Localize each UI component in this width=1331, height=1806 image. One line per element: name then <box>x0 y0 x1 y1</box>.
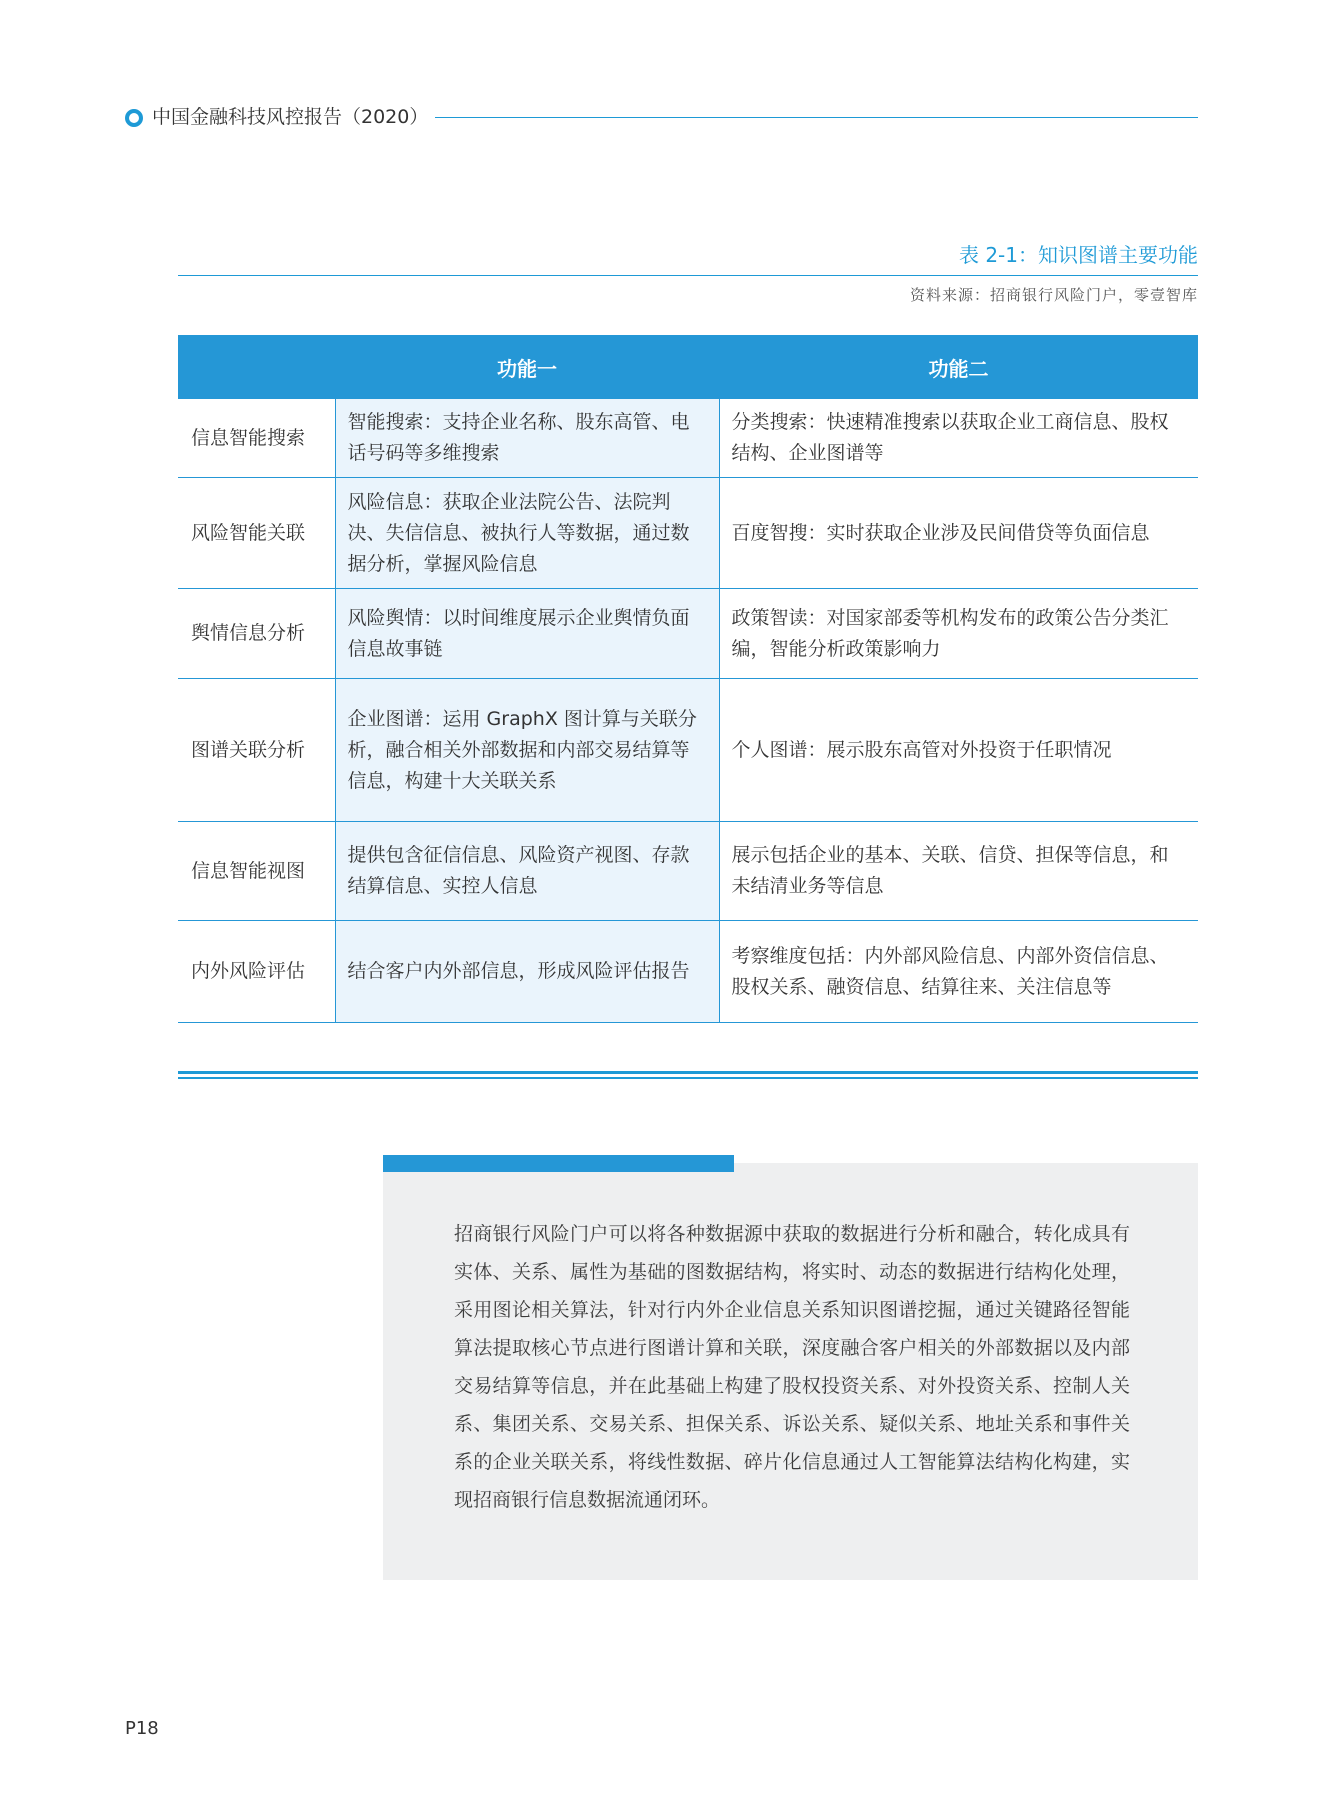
function-2-cell: 个人图谱：展示股东高管对外投资于任职情况 <box>719 679 1198 822</box>
table-row <box>178 822 1198 921</box>
table-row <box>178 679 1198 822</box>
highlight-box-accent-bar <box>383 1155 734 1172</box>
table-caption: 表 2-1：知识图谱主要功能 <box>958 243 1198 267</box>
page-number: P18 <box>125 1718 159 1739</box>
table-header-row <box>178 335 1198 399</box>
function-2-cell: 展示包括企业的基本、关联、信贷、担保等信息，和未结清业务等信息 <box>719 822 1198 921</box>
function-1-cell: 企业图谱：运用 GraphX 图计算与关联分析，融合相关外部数据和内部交易结算等信息，构建十大关联关系 <box>335 679 719 822</box>
table-row <box>178 921 1198 1023</box>
table-row <box>178 399 1198 478</box>
report-title: 中国金融科技风控报告（2020） <box>152 106 429 128</box>
function-2-cell: 考察维度包括：内外部风险信息、内部外资信信息、股权关系、融资信息、结算往来、关注信息等 <box>719 921 1198 1023</box>
header-function-1: 功能一 <box>335 335 719 399</box>
row-label: 舆情信息分析 <box>178 589 335 679</box>
highlight-box-text: 招商银行风险门户可以将各种数据源中获取的数据进行分析和融合，转化成具有实体、关系、属性为基础的图数据结构，将实时、动态的数据进行结构化处理，采用图论相关算法，针对行内外企业信息关系知识图谱挖掘，通过关键路径智能算法提取核心节点进行图谱计算和关联，深度融合客户相关的外部数据以及内部交易结算等信息，并在此基础上构建了股权投资关系、对外投资关系、控制人关系、集团关系、交易关系、担保关系、诉讼关系、疑似关系、地址关系和事件关系的企业关联关系，将线性数据、碎片化信息通过人工智能算法结构化构建，实现招商银行信息数据流通闭环。 <box>454 1223 1130 1511</box>
function-2-cell: 百度智搜：实时获取企业涉及民间借贷等负面信息 <box>719 478 1198 589</box>
row-label: 图谱关联分析 <box>178 679 335 822</box>
header-function-2: 功能二 <box>719 335 1198 399</box>
header-blank-cell <box>178 335 335 399</box>
table-source: 资料来源：招商银行风险门户，零壹智库 <box>909 286 1198 304</box>
knowledge-graph-functions-table <box>178 335 1198 1023</box>
function-1-cell: 结合客户内外部信息，形成风险评估报告 <box>335 921 719 1023</box>
row-label: 信息智能搜索 <box>178 399 335 478</box>
row-label: 信息智能视图 <box>178 822 335 921</box>
function-2-cell: 政策智读：对国家部委等机构发布的政策公告分类汇编，智能分析政策影响力 <box>719 589 1198 679</box>
caption-rule <box>178 275 1198 276</box>
circle-bullet-icon <box>125 109 143 127</box>
table-row <box>178 478 1198 589</box>
table-end-rule <box>178 1077 1198 1079</box>
function-2-cell: 分类搜索：快速精准搜索以获取企业工商信息、股权结构、企业图谱等 <box>719 399 1198 478</box>
page-header <box>125 103 1198 133</box>
function-1-cell: 风险信息：获取企业法院公告、法院判决、失信信息、被执行人等数据，通过数据分析，掌握风险信息 <box>335 478 719 589</box>
table-row <box>178 589 1198 679</box>
header-rule <box>435 117 1198 118</box>
function-1-cell: 智能搜索：支持企业名称、股东高管、电话号码等多维搜索 <box>335 399 719 478</box>
row-label: 内外风险评估 <box>178 921 335 1023</box>
table-end-rule <box>178 1071 1198 1074</box>
row-label: 风险智能关联 <box>178 478 335 589</box>
function-1-cell: 风险舆情：以时间维度展示企业舆情负面信息故事链 <box>335 589 719 679</box>
function-1-cell: 提供包含征信信息、风险资产视图、存款结算信息、实控人信息 <box>335 822 719 921</box>
